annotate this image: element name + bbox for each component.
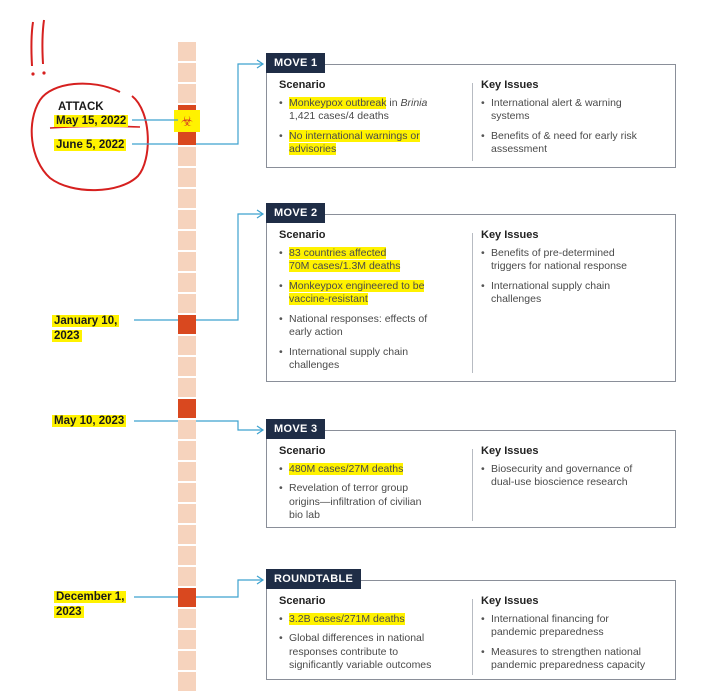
list-item: • 480M cases/27M deaths — [279, 463, 459, 477]
timeline-segment — [178, 273, 196, 292]
date-roundtable: December 1, 2023 — [56, 591, 125, 618]
timeline-segment — [178, 84, 196, 103]
timeline-segment — [178, 231, 196, 250]
move-2-card — [266, 207, 676, 382]
timeline-segment — [178, 252, 196, 271]
move-1-card — [266, 57, 676, 168]
timeline-event-marker — [178, 315, 196, 334]
biohazard-icon: ☣ — [180, 114, 194, 130]
card-connector — [196, 421, 262, 430]
list-item: • No international warnings or advisories — [279, 130, 459, 157]
list-item: • 3.2B cases/271M deaths — [279, 613, 459, 627]
timeline-segment — [178, 483, 196, 502]
timeline-segment — [178, 294, 196, 313]
timeline-segment — [178, 609, 196, 628]
date-attack: May 15, 2022 — [56, 115, 127, 127]
timeline-event-marker — [178, 399, 196, 418]
move-2-tag: MOVE 2 — [266, 203, 325, 223]
timeline-segment — [178, 189, 196, 208]
scenario-heading: Scenario — [279, 79, 326, 91]
roundtable-scenario — [279, 595, 459, 679]
move-2-key-issues — [481, 229, 671, 313]
timeline-segment — [178, 504, 196, 523]
card-connector — [196, 580, 262, 597]
move-3-key-issues — [481, 445, 671, 496]
timeline-segment — [178, 630, 196, 649]
list-item: • International supply chain challenges — [481, 280, 671, 307]
date-move3: May 10, 2023 — [54, 415, 125, 427]
move-3-scenario — [279, 445, 459, 529]
timeline-segment — [178, 462, 196, 481]
list-item: • Benefits of pre-determined triggers for national response — [481, 247, 671, 274]
move-1-key-issues — [481, 79, 671, 163]
roundtable-card — [266, 573, 676, 680]
timeline-segment — [178, 672, 196, 691]
move-1-tag: MOVE 1 — [266, 53, 325, 73]
date-move1: June 5, 2022 — [56, 139, 125, 151]
timeline-segment — [178, 420, 196, 439]
timeline-segment — [178, 567, 196, 586]
timeline-segment — [178, 63, 196, 82]
scenario-heading: Scenario — [279, 445, 326, 457]
date-move2: January 10, 2023 — [54, 315, 118, 342]
timeline-segment — [178, 546, 196, 565]
roundtable-key-issues — [481, 595, 671, 679]
move-1-scenario — [279, 79, 459, 163]
list-item: • International supply chain challenges — [279, 346, 459, 373]
list-item: • International financing for pandemic preparedness — [481, 613, 671, 640]
timeline-event-marker — [178, 588, 196, 607]
card-connector — [196, 214, 262, 320]
timeline-segment — [178, 147, 196, 166]
list-item: • International alert & warning systems — [481, 97, 671, 124]
list-item: • Benefits of & need for early risk assessment — [481, 130, 671, 157]
timeline-segment — [178, 525, 196, 544]
list-item: • Biosecurity and governance of dual-use bioscience research — [481, 463, 671, 490]
timeline-segment — [178, 357, 196, 376]
key-issues-heading: Key Issues — [481, 595, 539, 607]
card-connector — [196, 64, 262, 144]
roundtable-tag: ROUNDTABLE — [266, 569, 361, 589]
list-item: • Monkeypox outbreak in Brinia 1,421 cases/4 deaths — [279, 97, 459, 124]
list-item: • Revelation of terror group origins—infiltration of civilian bio lab — [279, 482, 459, 523]
scenario-heading: Scenario — [279, 229, 326, 241]
move-3-card — [266, 423, 676, 528]
timeline-segment — [178, 42, 196, 61]
timeline-segment — [178, 168, 196, 187]
attack-label: ATTACK — [58, 101, 104, 113]
timeline-segment — [178, 210, 196, 229]
key-issues-heading: Key Issues — [481, 79, 539, 91]
move-2-scenario — [279, 229, 459, 379]
list-item: • 83 countries affected 70M cases/1.3M deaths — [279, 247, 459, 274]
timeline-segment — [178, 651, 196, 670]
list-item: • Measures to strengthen national pandemic preparedness capacity — [481, 646, 671, 673]
list-item: • Monkeypox engineered to be vaccine-resistant — [279, 280, 459, 307]
key-issues-heading: Key Issues — [481, 229, 539, 241]
list-item: • National responses: effects of early action — [279, 313, 459, 340]
move-3-tag: MOVE 3 — [266, 419, 325, 439]
list-item: • Global differences in national responses contribute to significantly variable outcomes — [279, 632, 459, 673]
timeline-segment — [178, 378, 196, 397]
scenario-heading: Scenario — [279, 595, 326, 607]
timeline-segment — [178, 336, 196, 355]
key-issues-heading: Key Issues — [481, 445, 539, 457]
timeline-segment — [178, 441, 196, 460]
